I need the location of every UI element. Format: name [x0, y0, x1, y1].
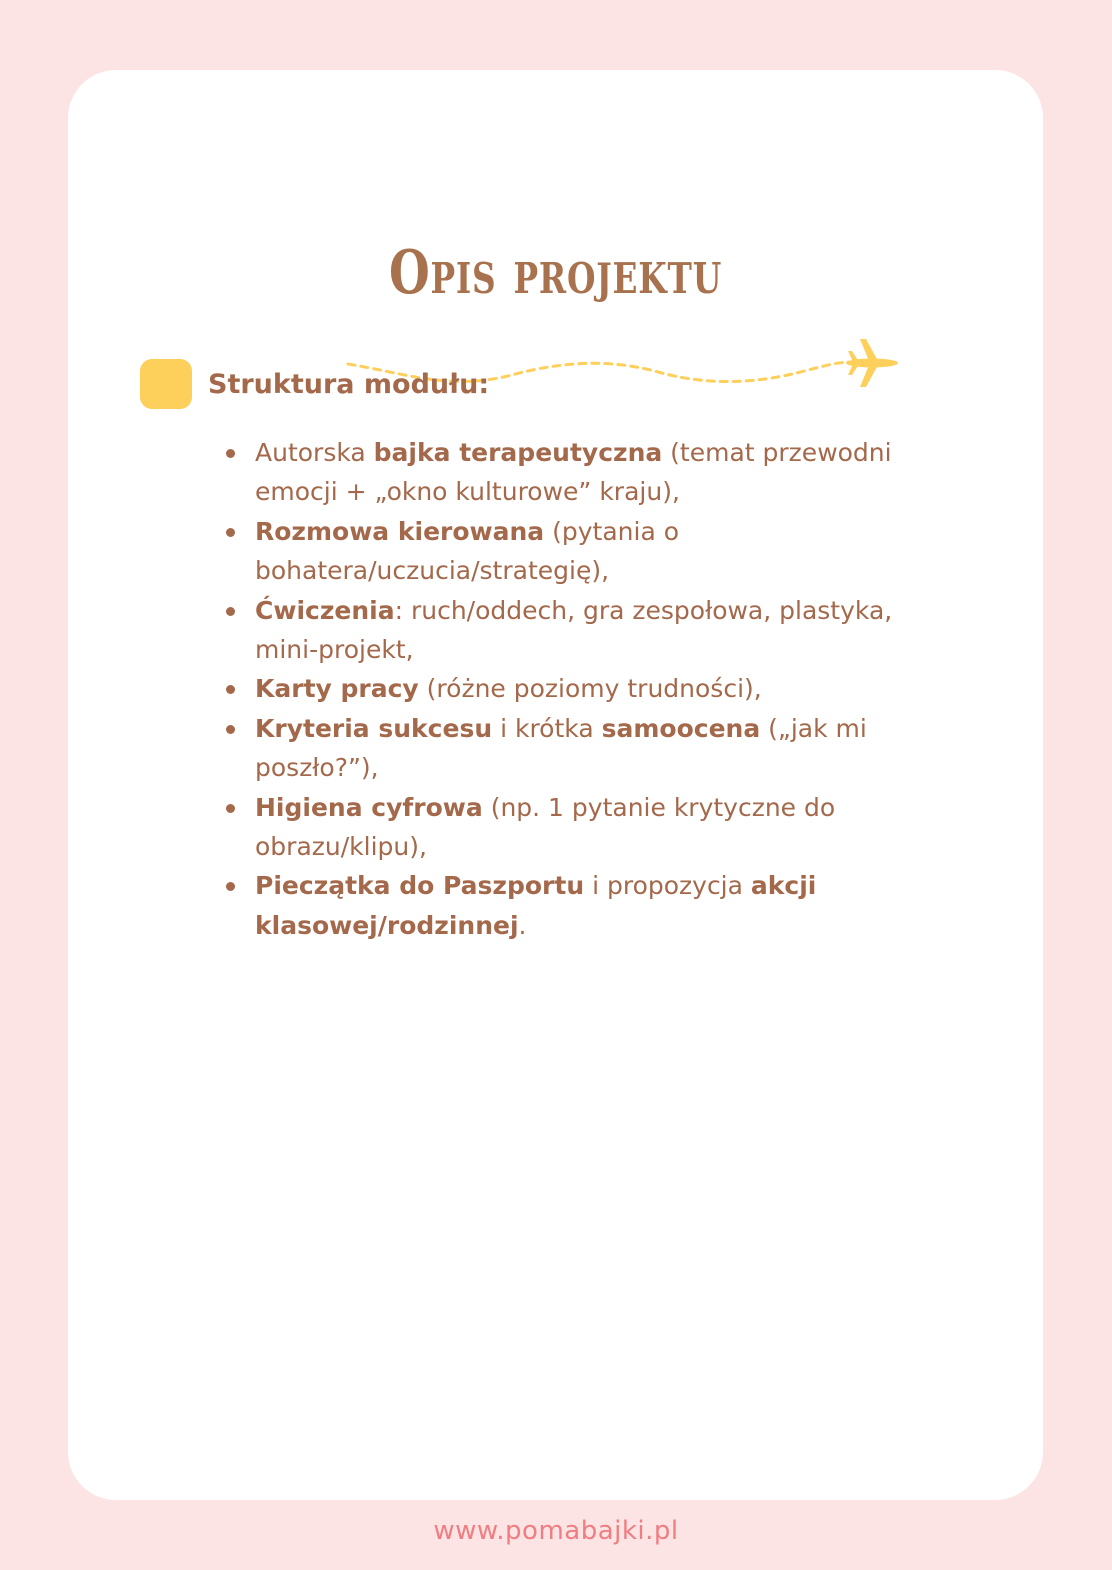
footer-url: www.pomabajki.pl: [433, 1516, 679, 1546]
bullet-item: [224, 433, 944, 512]
bullet-item: [224, 669, 944, 708]
bullet-bold-text: Ćwiczenia: [255, 595, 395, 625]
bullet-bold-text: akcji klasowej/rodzinnej: [255, 871, 817, 940]
bullet-bold-text: Karty pracy: [255, 674, 419, 704]
bullet-text: („jak mi poszło?”),: [255, 713, 867, 783]
bullet-item: [224, 709, 944, 788]
bullet-text: (temat przewodni emocji + „okno kulturowe” kraju),: [255, 438, 892, 507]
bullet-text: (pytania o bohatera/uczucia/strategię),: [255, 516, 680, 586]
bullet-text: i krótka: [492, 713, 602, 743]
bullet-text: .: [518, 910, 527, 940]
bullet-bold-text: Kryteria sukcesu: [255, 713, 493, 743]
bullet-bold-text: Rozmowa kierowana: [255, 516, 545, 546]
yellow-square-marker: [140, 359, 192, 409]
page-title: Opis projektu: [388, 238, 723, 308]
bullet-text: (np. 1 pytanie krytyczne do obrazu/klipu),: [255, 792, 836, 862]
bullet-bold-text: Higiena cyfrowa: [255, 792, 483, 822]
bullet-bold-text: Pieczątka do Paszportu: [255, 871, 585, 901]
bullet-item: [224, 512, 944, 591]
bullet-item: [224, 788, 944, 867]
bullet-bold-text: samoocena: [601, 713, 761, 743]
airplane-icon: [846, 339, 898, 387]
section-title: Struktura modułu:: [208, 368, 490, 400]
bullet-text: Autorska: [255, 438, 374, 467]
bullet-bold-text: bajka terapeutyczna: [373, 438, 663, 467]
bullet-item: [224, 591, 944, 670]
module-structure-list: [224, 433, 944, 945]
bullet-text: i propozycja: [584, 871, 751, 901]
bullet-item: [224, 866, 944, 945]
section-header: [140, 358, 489, 410]
bullet-text: : ruch/oddech, gra zespołowa, plastyka, mini-projekt,: [255, 595, 893, 665]
bullet-text: (różne poziomy trudności),: [418, 674, 762, 704]
